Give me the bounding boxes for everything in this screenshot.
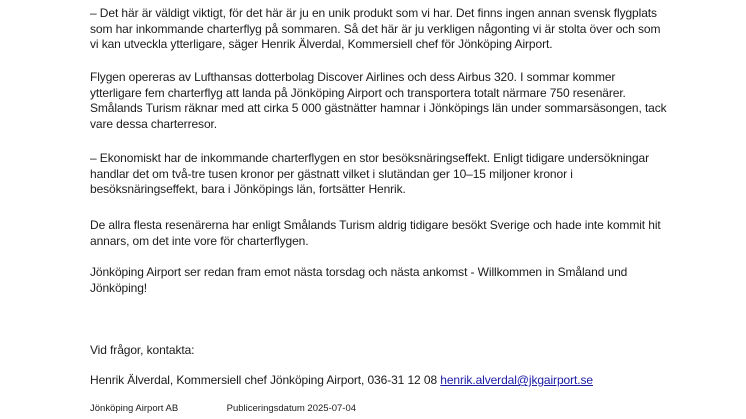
paragraph-closing: Jönköping Airport ser redan fram emot nästa torsdag och nästa ankomst - Willkommen in Småland und Jönköping! xyxy=(90,265,628,295)
footer-publish-date: Publiceringsdatum 2025-07-04 xyxy=(226,403,357,414)
contact-heading: Vid frågor, kontakta: xyxy=(90,343,195,357)
paragraph-quote-1: – Det här är väldigt viktigt, för det här är ju en unik produkt som vi har. Det finns ingen annan svensk flygplats som har inkommande charterflyg på sommaren. Så det här är ju verkligen någonting vi är stolta över och som vi kan utveckla ytterligare, säger Henrik Älverdal, Kommersiell chef för Jönköping Airport. xyxy=(90,6,661,51)
page-footer xyxy=(90,403,356,414)
paragraph-quote-2: – Ekonomiskt har de inkommande charterflygen en stor besöksnäringseffekt. Enligt tidigare undersökningar handlar det om två-tre tusen kronor per gästnatt vilket i slutändan ger 10–15 miljoner kronor i besöksnäringseffekt, bara i Jönköpings län, fortsätter Henrik. xyxy=(90,151,650,196)
contact-email-link[interactable]: henrik.alverdal@jkgairport.se xyxy=(440,373,593,387)
footer-company: Jönköping Airport AB xyxy=(90,403,179,414)
paragraph-travelers: De allra flesta resenärerna har enligt Smålands Turism aldrig tidigare besökt Sverige och hade inte kommit hit annars, om det inte vore för charterflygen. xyxy=(90,218,661,248)
contact-details: Henrik Älverdal, Kommersiell chef Jönköping Airport, 036-31 12 08 xyxy=(90,373,438,387)
paragraph-airline: Flygen opereras av Lufthansas dotterbolag Discover Airlines och dess Airbus 320. I sommar kommer ytterligare fem charterflyg att landa på Jönköping Airport och transportera totalt närmare 750 resenärer. Smålands Turism räknar med att cirka 5 000 gästnätter hamnar i Jönköpings län under sommarsäsongen, tack vare dessa charterresor. xyxy=(90,70,667,131)
contact-line xyxy=(90,373,670,389)
